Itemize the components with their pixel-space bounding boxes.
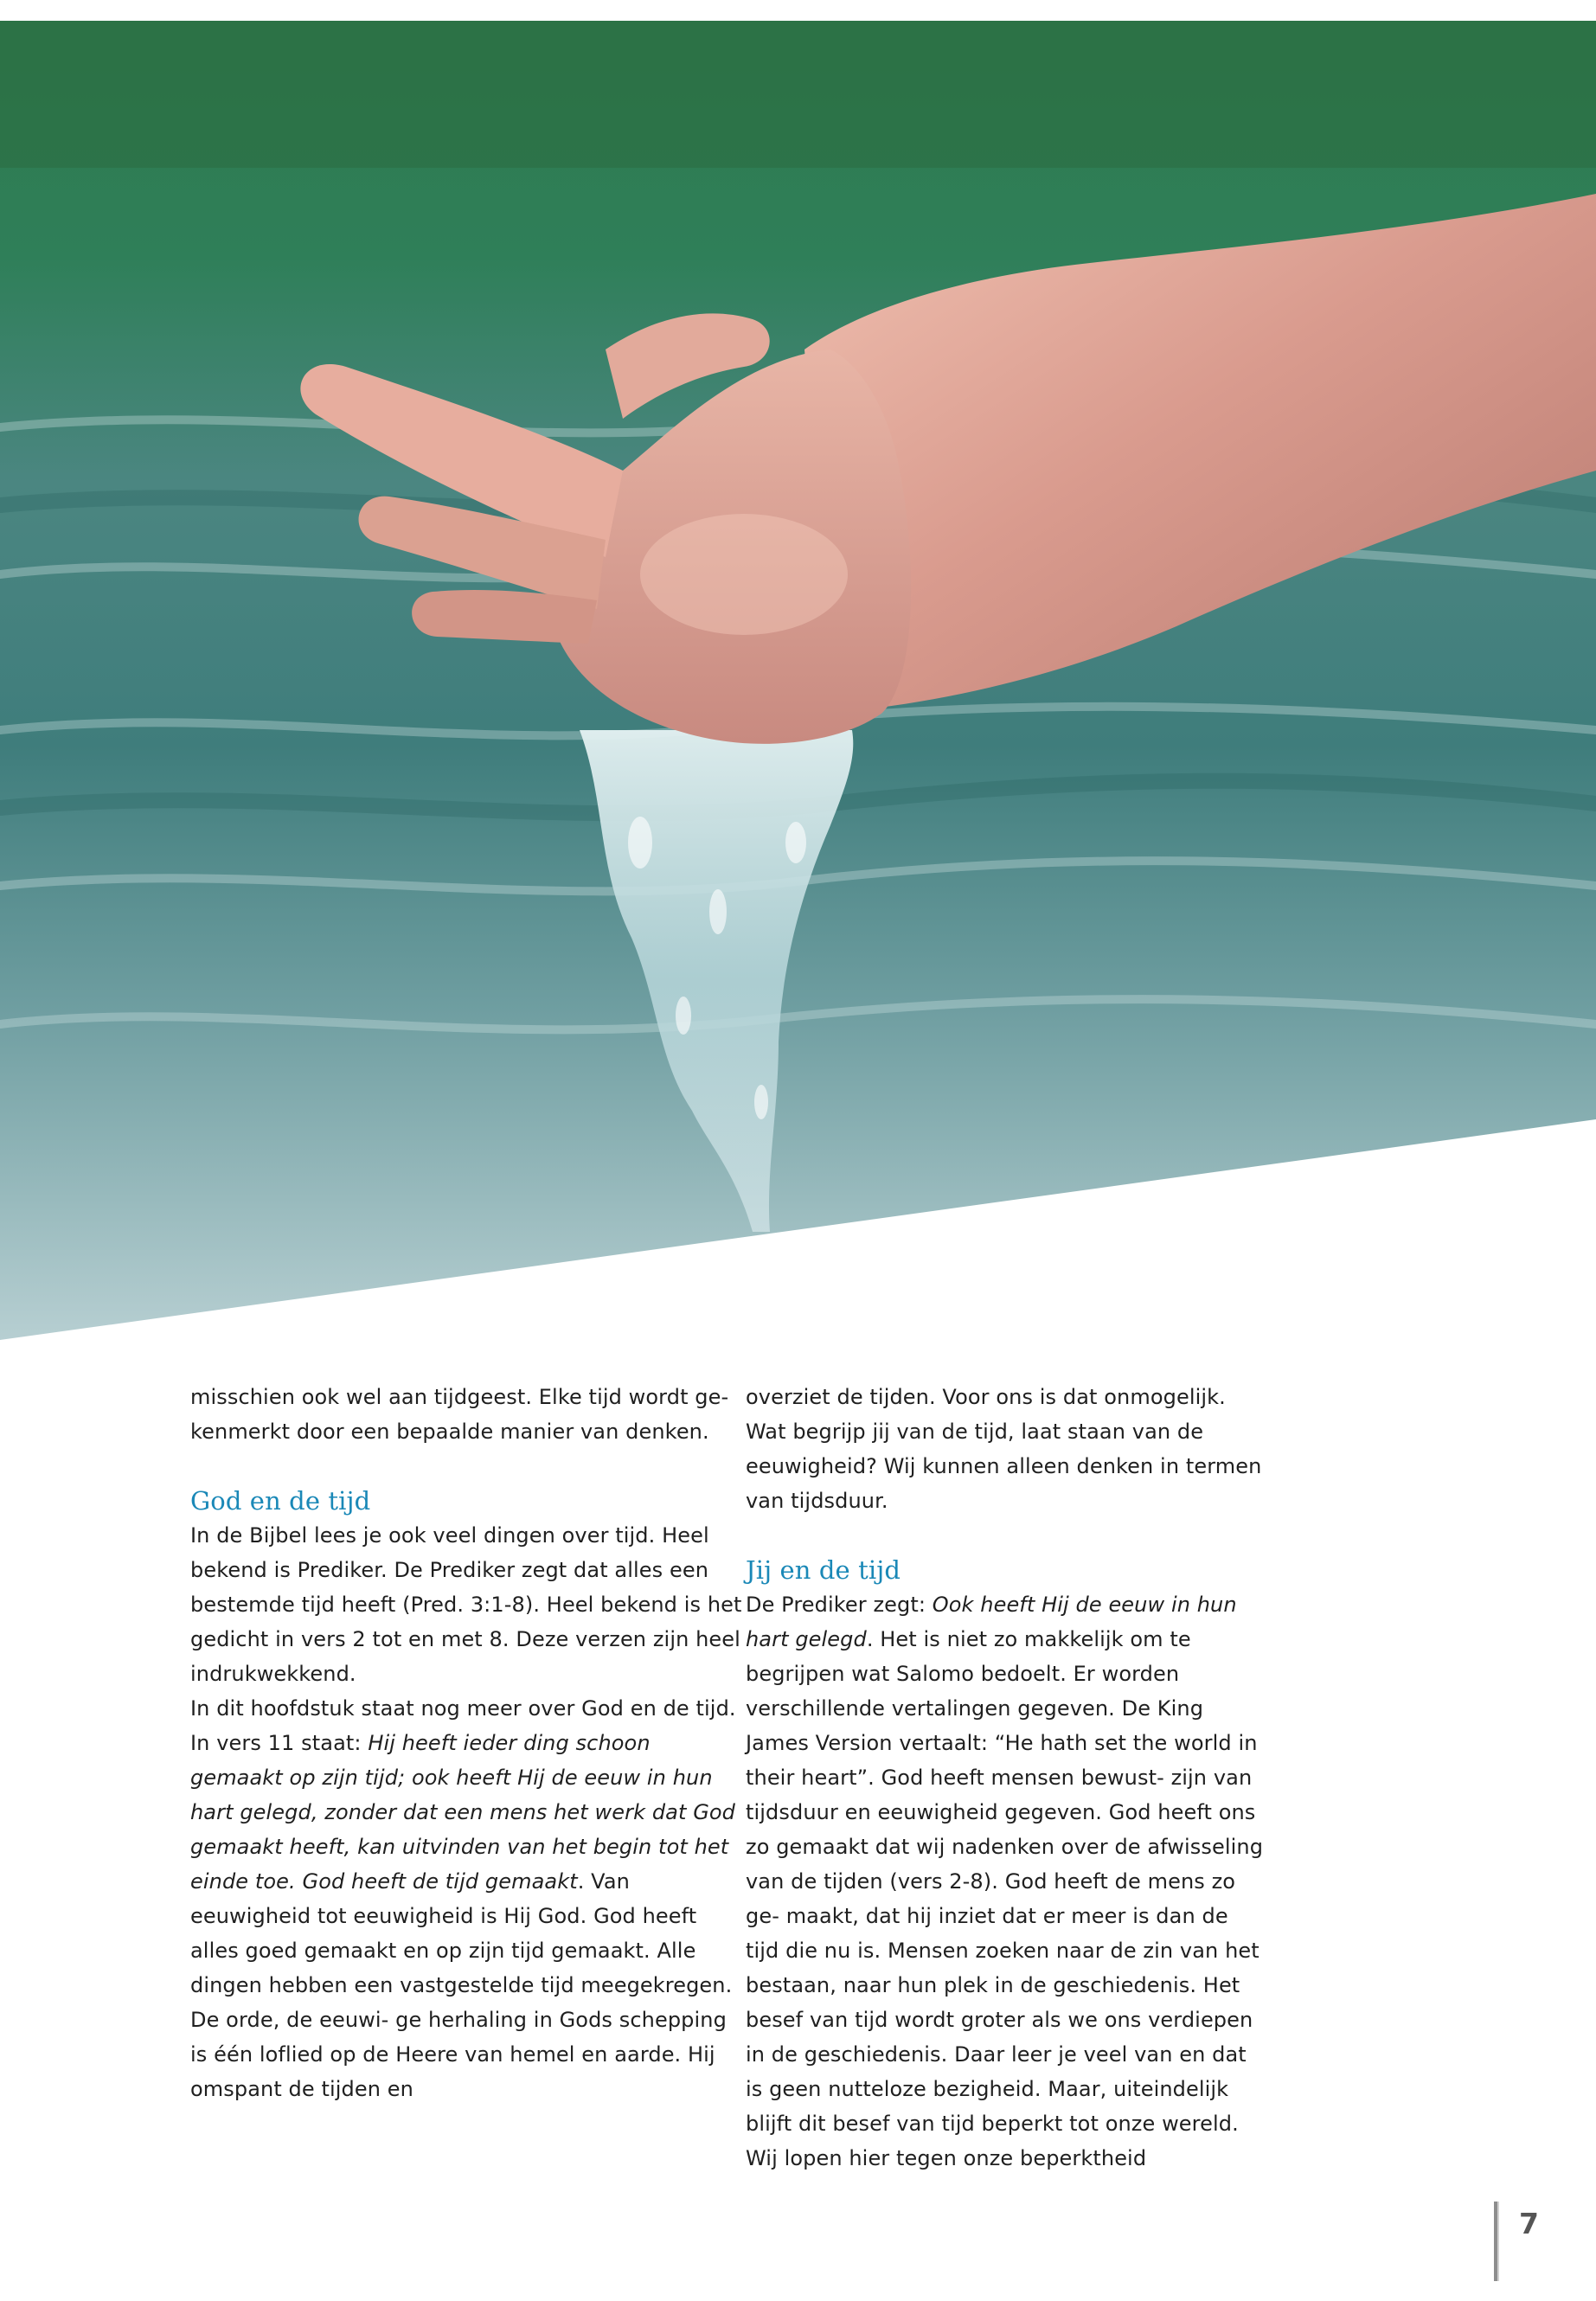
page-number-divider bbox=[1494, 2202, 1499, 2281]
right-paragraph-prediker-rest: . Het is niet zo makkelijk om te begrijpen wat Salomo bedoelt. Er worden verschillende vertalingen gegeven. De King James Version vertaalt: “He hath set the world in their heart”. God heeft mensen bewust- zijn van tijdsduur en eeuwigheid gegeven. God heeft ons zo gemaakt dat wij nadenken over de afwisseling van de tijden (vers 2-8). God heeft de mens zo ge- maakt, dat hij inziet dat er meer is dan de tijd die nu is. Mensen zoeken naar de zin van het bestaan, naar hun plek in de geschiedenis. Het besef van tijd wordt groter als we ons verdiepen in de geschiedenis. Daar leer je veel van en dat is geen nutteloze bezigheid. Maar, uiteindelijk blijft dit besef van tijd beperkt tot onze wereld. Wij lopen hier tegen onze beperktheid bbox=[746, 1627, 1264, 2170]
left-paragraph-verse-11 bbox=[190, 1691, 744, 2106]
section-heading-god-en-de-tijd: God en de tijd bbox=[190, 1486, 371, 1516]
left-paragraph-verse-11-rest: . Van eeuwigheid tot eeuwigheid is Hij God. God heeft alles goed gemaakt en op zijn tijd gemaakt. Alle dingen hebben een vastgestelde tijd meegekregen. De orde, de eeuwi- ge herhaling in Gods schepping is één loflied op de Heere van hemel en aarde. Hij omspant de tijden en bbox=[190, 1869, 733, 2101]
right-paragraph-intro: overziet de tijden. Voor ons is dat onmogelijk. Wat begrijp jij van de tijd, laat staan van de eeuwigheid? Wij kunnen alleen denken in termen van tijdsduur. bbox=[746, 1385, 1262, 1513]
hand-water-illustration bbox=[0, 21, 1596, 1340]
right-paragraph-prediker-quote: Ook heeft Hij de eeuw in hun hart gelegd bbox=[746, 1593, 1237, 1651]
page-number: 7 bbox=[1519, 2207, 1539, 2240]
left-paragraph-verse-11-intro: In dit hoofdstuk staat nog meer over God en de tijd. In vers 11 staat: bbox=[190, 1696, 736, 1755]
right-paragraph-prediker bbox=[746, 1587, 1265, 2176]
right-paragraph-prediker-intro: De Prediker zegt: bbox=[746, 1593, 933, 1617]
section-heading-jij-en-de-tijd: Jij en de tijd bbox=[746, 1555, 901, 1585]
left-column bbox=[190, 1380, 744, 2106]
left-paragraph-bible: In de Bijbel lees je ook veel dingen over tijd. Heel bekend is Prediker. De Prediker zegt dat alles een bestemde tijd heeft (Pred. 3:1-8). Heel bekend is het gedicht in vers 2 tot en met 8. Deze verzen zijn heel indrukwekkend. bbox=[190, 1523, 742, 1686]
left-paragraph-intro: misschien ook wel aan tijdgeest. Elke tijd wordt ge- kenmerkt door een bepaalde manier van denken. bbox=[190, 1385, 729, 1444]
left-paragraph-verse-11-quote: Hij heeft ieder ding schoon gemaakt op zijn tijd; ook heeft Hij de eeuw in hun hart gelegd, zonder dat een mens het werk dat God gemaakt heeft, kan uitvinden van het begin tot het einde toe. God heeft de tijd gemaakt bbox=[190, 1731, 736, 1894]
hero-photo-water-hand bbox=[0, 21, 1596, 1340]
right-column bbox=[746, 1380, 1265, 2176]
